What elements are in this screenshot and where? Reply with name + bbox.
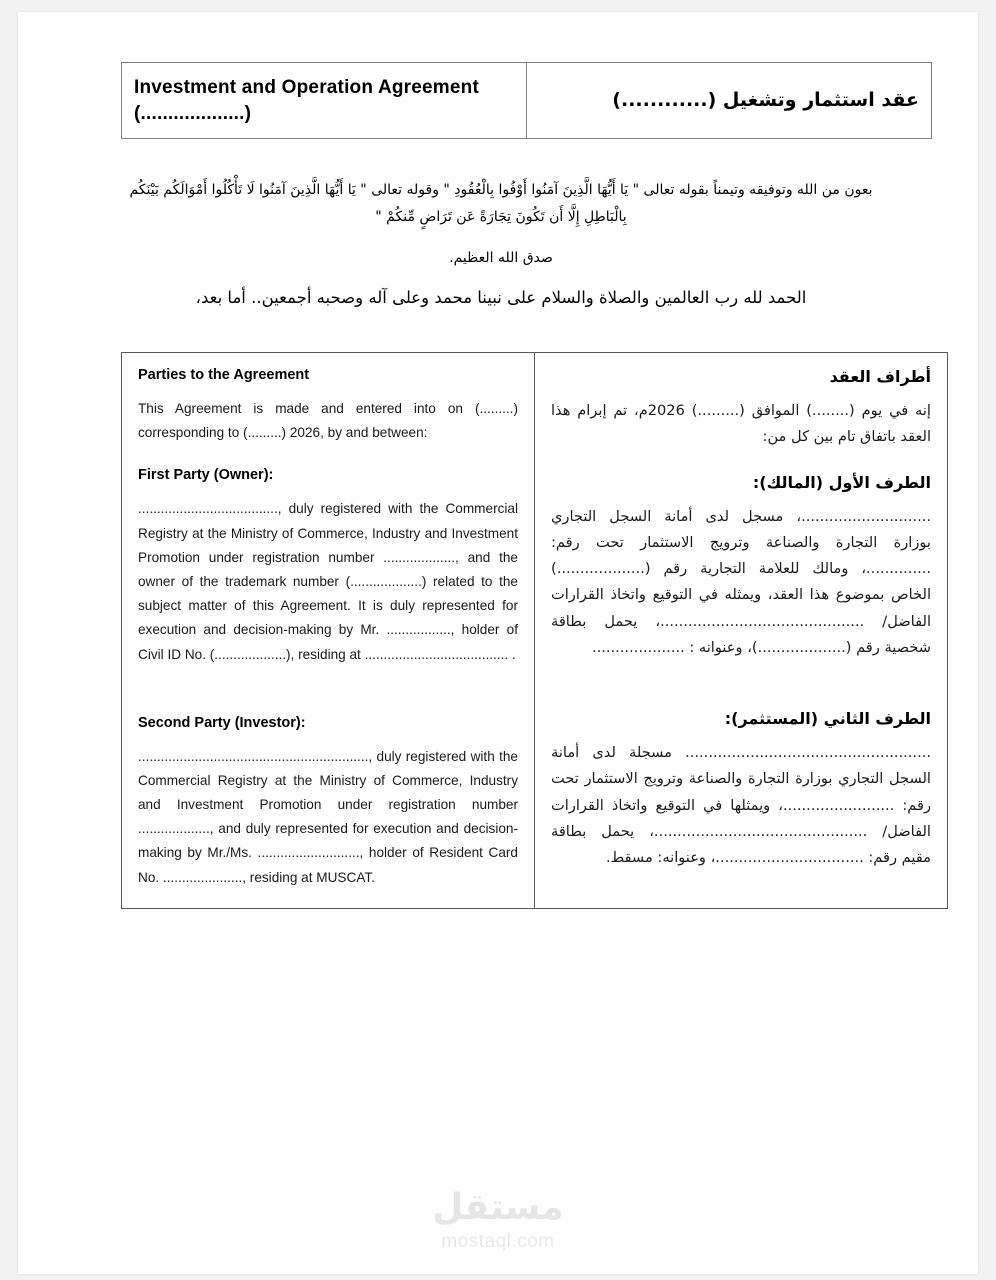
title-row xyxy=(122,63,932,139)
parties-heading-english: Parties to the Agreement xyxy=(138,367,310,383)
document-title-arabic: عقد استثمار وتشغيل (............) xyxy=(612,88,919,111)
section-spacer-english xyxy=(138,689,518,715)
second-party-heading-arabic: الطرف الثاني (المستثمر): xyxy=(724,709,931,729)
first-party-body-english: ....................................., duly registered with the Commercial Registry at the Ministry of Commerce, Industry and Investment Promotion under registration number ..................., and the owner of the trademark number (...................) related to the subject matter of this Agreement. It is duly represented for execution and decision-making by Mr. ................., holder of Civil ID No. (...................), residing at ...................................... . xyxy=(138,501,518,662)
watermark-arabic-logo: مستقل xyxy=(432,1187,564,1228)
parties-intro-english: This Agreement is made and entered into on (.........) corresponding to (.........) 2026, by and between: xyxy=(138,401,518,441)
second-party-heading-english: Second Party (Investor): xyxy=(138,714,306,731)
parties-intro-arabic: إنه في يوم (........) الموافق (.........) 2026م، تم إبرام هذا العقد باتفاق تام بين كل من: xyxy=(551,402,931,446)
first-party-heading-english: First Party (Owner): xyxy=(138,467,274,484)
parties-cell-arabic xyxy=(535,353,948,909)
second-party-body-english: ............................................................., duly registered with the Commercial Registry at the Ministry of Commerce, Industry and Investment Promotion under registration number ..................., and duly represented for execution and decision-making by Mr./Ms. ..........................., holder of Resident Card No. ....................., residing at MUSCAT. xyxy=(138,748,518,885)
title-cell-arabic xyxy=(527,63,932,139)
first-party-body-arabic: ............................، مسجل لدى أمانة السجل التجاري بوزارة التجارة والصناعة وترويج الاستثمار تحت رقم: ..............، ومالك للعلامة التجارية رقم (...................) الخاص بموضوع هذا العقد، ويمثله في التوقيع واتخاذ القرارات الفاضل/ ............................................، يحمل بطاقة شخصية رقم (...................)، وعنوانه : .................... xyxy=(551,507,931,656)
parties-heading-arabic: أطراف العقد xyxy=(829,367,931,386)
site-watermark xyxy=(18,1187,978,1252)
document-title-english: Investment and Operation Agreement (...................) xyxy=(134,76,479,124)
parties-table xyxy=(121,352,948,909)
sadaqa-allah-line: صدق الله العظيم. xyxy=(449,250,553,266)
document-title-table xyxy=(121,62,932,139)
parties-table-row xyxy=(122,353,948,909)
document-page xyxy=(18,12,978,1274)
watermark-domain-text: mostaql.com xyxy=(441,1231,555,1252)
praise-line: الحمد لله رب العالمين والصلاة والسلام على نبينا محمد وعلى آله وصحبه أجمعين.. أما بعد، xyxy=(195,288,807,307)
section-spacer-arabic xyxy=(551,683,931,709)
first-party-heading-arabic: الطرف الأول (المالك): xyxy=(752,472,931,492)
parties-cell-english xyxy=(122,353,535,909)
title-cell-english xyxy=(122,63,527,139)
quranic-verse-text: بعون من الله وتوفيقه وتيمناً بقوله تعالى " يَا أَيُّهَا الَّذِينَ آمَنُوا أَوْفُوا بِالْعُقُودِ " وقوله تعالى " يَا أَيُّهَا الَّذِينَ آمَنُوا لَا تَأْكُلُوا أَمْوَالَكُم بَيْنَكُم بِالْبَاطِلِ إِلَّا أَن تَكُونَ تِجَارَةً عَن تَرَاضٍ مِّنكُمْ " xyxy=(129,182,873,226)
second-party-body-arabic: ..................................................... مسجلة لدى أمانة السجل التجاري بوزارة التجارة والصناعة وترويج الاستثمار تحت رقم: ........................، ويمثلها في التوقيع واتخاذ القرارات الفاضل/ ..............................................، يحمل بطاقة مقيم رقم: ................................، وعنوانه: مسقط. xyxy=(551,744,931,867)
